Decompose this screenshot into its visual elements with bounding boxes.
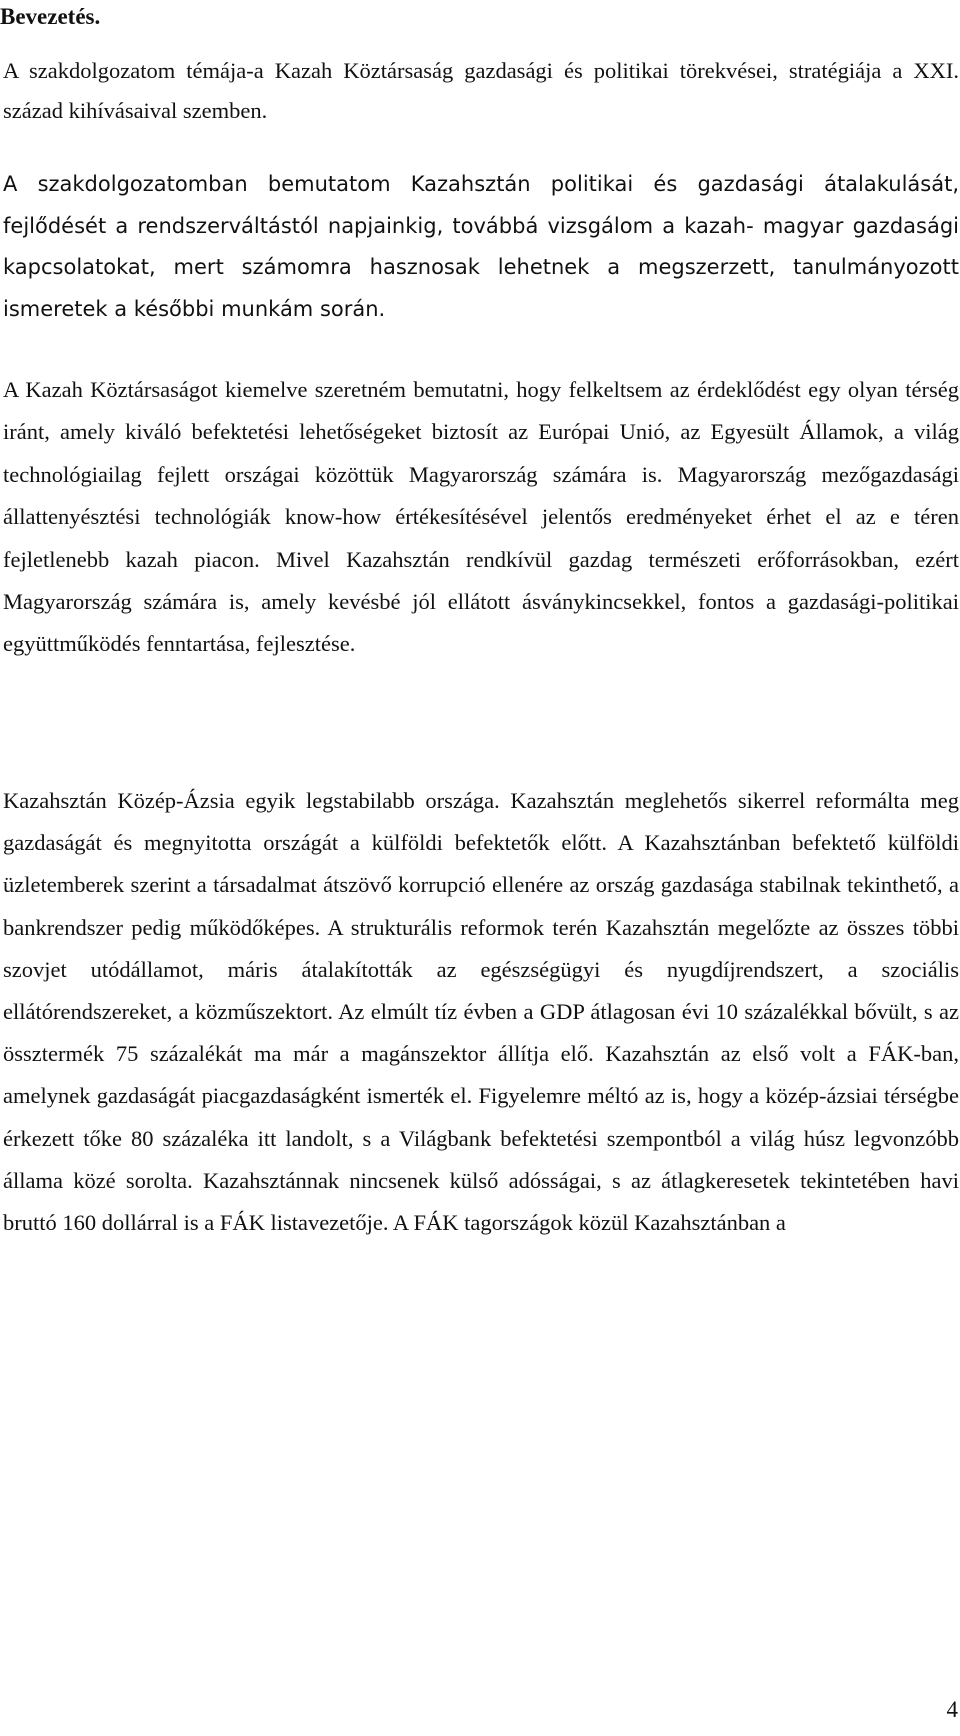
paragraph-motivation: A Kazah Köztársaságot kiemelve szeretném bemutatni, hogy felkeltsem az érdeklődést egy olyan térség iránt, amely kiváló befektetési lehetőségeket biztosít az Európai Unió, az Egyesült Államok, a világ technológiailag fejlett országai közöttük Magyarország számára is. Magyarország mezőgazdasági állattenyésztési technológiák know-how értékesítésével jelentős eredményeket érhet el az e téren fejletlenebb kazah piacon. Mivel Kazahsztán rendkívül gazdag természeti erőforrásokban, ezért Magyarország számára is, amely kevésbé jól ellátott ásványkincsekkel, fontos a gazdasági-politikai együttműködés fenntartása, fejlesztése. [3,377,959,657]
section-heading: Bevezetés. [0,4,101,29]
paragraph-topic: A szakdolgozatom témája-a Kazah Köztársaság gazdasági és politikai törekvései, stratégiája a XXI. század kihívásaival szemben. [3,58,959,123]
paragraph-stability: Kazahsztán Közép-Ázsia egyik legstabilabb országa. Kazahsztán meglehetős sikerrel reformálta meg gazdaságát és megnyitotta országát a külföldi befektetők előtt. A Kazahsztánban befektető külföldi üzletemberek szerint a társadalmat átszövő korrupció ellenére az ország gazdasága stabilnak tekinthető, a bankrendszer pedig működőképes. A strukturális reformok terén Kazahsztán megelőzte az összes többi szovjet utódállamot, máris átalakították az egészségügyi és nyugdíjrendszert, a szociális ellátórendszereket, a közműszektort. Az elmúlt tíz évben a GDP átlagosan évi 10 százalékkal bővült, s az össztermék 75 százalékát ma már a magánszektor állítja elő. Kazahsztán az első volt a FÁK-ban, amelynek gazdaságát piacgazdaságként ismerték el. Figyelemre méltó az is, hogy a közép-ázsiai térségbe érkezett tőke 80 százaléka itt landolt, s a Világbank befektetési szempontból a világ húsz legvonzóbb állama közé sorolta. Kazahsztánnak nincsenek külső adósságai, s az átlagkeresetek tekintetében havi bruttó 160 dollárral is a FÁK listavezetője. A FÁK tagországok közül Kazahsztánban a [3,788,959,1236]
paragraph-overview: A szakdolgozatomban bemutatom Kazahsztán politikai és gazdasági átalakulását, fejlődését a rendszerváltástól napjainkig, továbbá vizsgálom a kazah- magyar gazdasági kapcsolatokat, mert számomra hasznosak lehetnek a megszerzett, tanulmányozott ismeretek a későbbi munkám során. [3,172,959,321]
page-number: 4 [946,1697,958,1722]
